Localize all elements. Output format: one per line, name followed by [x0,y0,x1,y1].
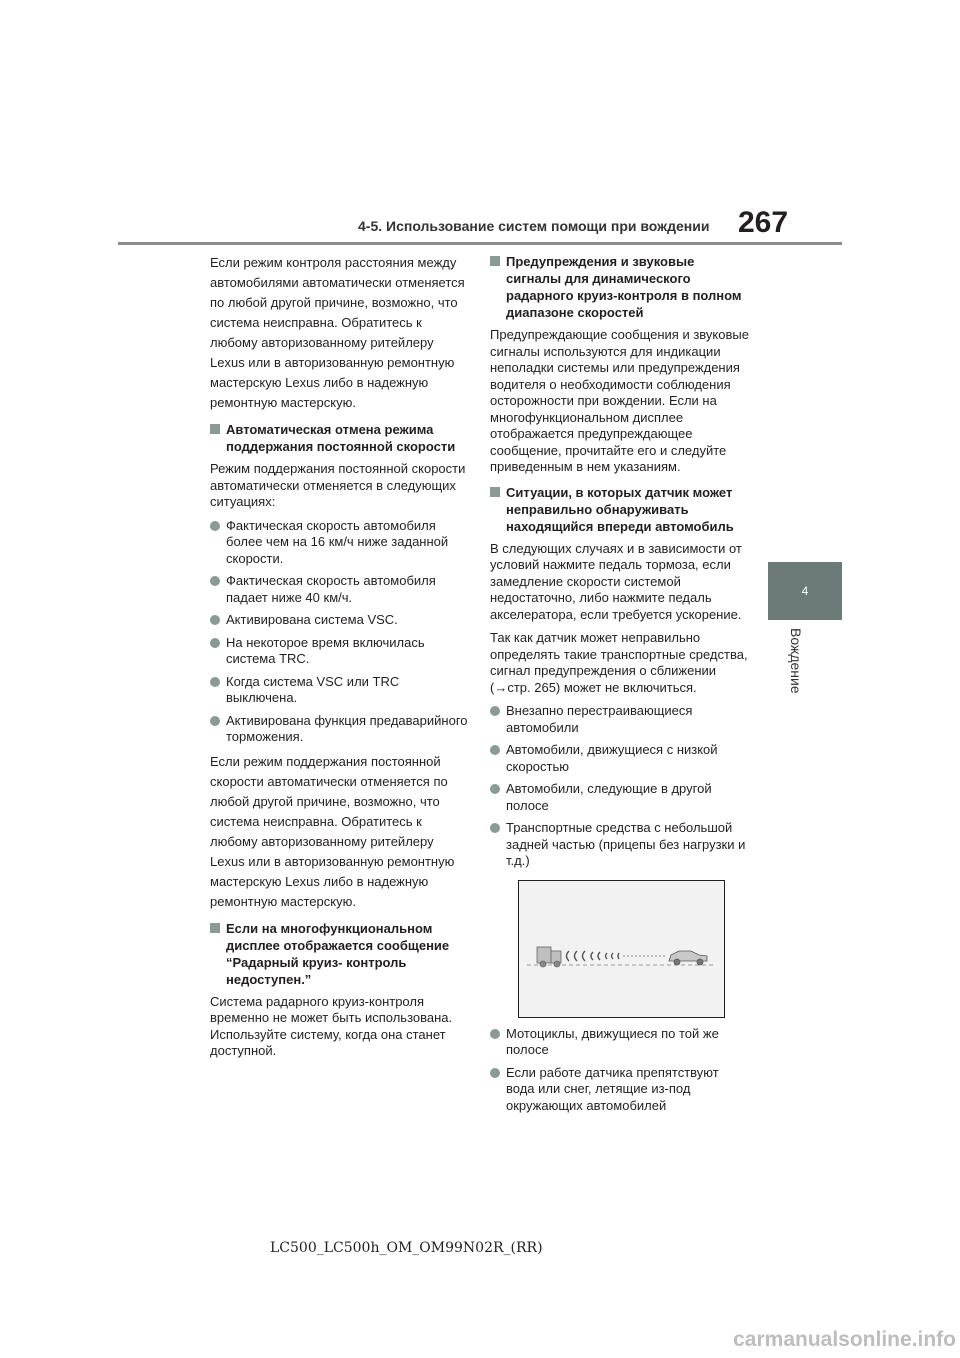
circle-bullet-icon [210,677,220,687]
intro-paragraph [210,253,472,413]
chapter-number: 4 [801,584,809,598]
header-divider [118,242,842,245]
circle-bullet-icon [490,784,500,794]
list-item [210,612,472,629]
square-bullet-icon [490,256,500,266]
list-item-text: Активирована функция предаварийного торможения. [226,712,468,744]
section-header-title: 4-5. Использование систем помощи при вождении [358,218,710,234]
list-item-text: Транспортные средства с небольшой задней частью (прицепы без нагрузки и т.д.) [506,820,746,868]
circle-bullet-icon [210,576,220,586]
square-bullet-icon [490,487,500,497]
radar-waves-icon [567,951,620,961]
chapter-tab [768,562,842,620]
intro-line: система неисправна. Обратитесь к [210,315,422,330]
list-item-text: Автомобили, следующие в другой полосе [506,781,712,813]
list-item-text: Внезапно перестраивающиеся автомобили [506,703,693,735]
list-item [490,820,750,870]
list-item [210,518,472,568]
left-column [210,253,472,1067]
circle-bullet-icon [490,1068,500,1078]
section-text: Так как датчик может неправильно определять такие транспортные средства, сигнал предупреждения о сближении (→стр. 265) может не включиться. [490,630,748,695]
closing-line: мастерскую Lexus либо в надежную [210,873,429,889]
list-item-text: На некоторое время включилась система TRC. [226,634,425,666]
list-item [490,1065,750,1115]
section-text: Предупреждающие сообщения и звуковые сигналы используются для индикации неполадки системы или предупреждения водителя о необходимости соблюдения осторожности при вождении. Если на многофункциональном дисплее отображается предупреждающее сообщение, прочитайте его и следуйте приведенным в нем указаниям. [490,327,749,474]
truck-icon [537,947,561,967]
intro-line: любому авторизованному ритейлеру [210,335,434,350]
circle-bullet-icon [210,716,220,726]
section-heading-text: Автоматическая отмена режима поддержания постоянной скорости [226,422,456,454]
section-heading-text: Ситуации, в которых датчик может неправильно обнаруживать находящийся впереди автомобиль [506,484,734,534]
intro-line: по любой другой причине, возможно, что [210,295,458,310]
right-column [490,253,750,1120]
section-heading [490,484,750,535]
circle-bullet-icon [210,615,220,625]
circle-bullet-icon [490,745,500,755]
section-text: Система радарного круиз-контроля временно не может быть использована. Используйте систему, когда она станет доступной. [210,993,453,1058]
list-item-text: Фактическая скорость автомобиля падает ниже 40 км/ч. [226,573,436,605]
intro-line: Lexus или в авторизованную ремонтную [210,355,455,370]
list-item-text: Мотоциклы, движущиеся по той же полосе [506,1025,719,1057]
radar-truck-car-illustration [519,881,724,1017]
list-item-text: Активирована система VSC. [226,612,398,627]
list-item-text: Фактическая скорость автомобиля более чем на 16 км/ч ниже заданной скорости. [226,517,449,566]
intro-line: автомобилями автоматически отменяется [210,275,465,290]
list-item-text: Когда система VSC или TRC выключена. [226,673,400,705]
list-item [490,742,750,775]
section-heading [210,421,472,455]
list-item [210,713,472,746]
closing-line: система неисправна. Обратитесь к [210,813,422,829]
list-item [490,703,750,736]
circle-bullet-icon [490,1029,500,1039]
watermark: carmanualsonline.info [733,1328,956,1351]
list-item [210,635,472,668]
page-number: 267 [738,206,789,239]
chapter-label: Вождение [788,628,804,694]
circle-bullet-icon [210,638,220,648]
closing-paragraph [210,752,472,912]
closing-line: ремонтную мастерскую. [210,893,356,909]
list-item [490,1026,750,1059]
closing-line: любому авторизованному ритейлеру [210,833,434,849]
circle-bullet-icon [490,823,500,833]
list-item [210,573,472,606]
intro-line: мастерскую Lexus либо в надежную [210,375,429,390]
section-heading [210,920,472,988]
car-icon [669,951,707,965]
document-code: LC500_LC500h_OM_OM99N02R_(RR) [270,1240,543,1256]
closing-line: скорости автоматически отменяется по [210,773,448,789]
section-heading [490,253,750,321]
closing-line: любой другой причине, возможно, что [210,793,440,809]
section-text: В следующих случаях и в зависимости от условий нажмите педаль тормоза, если замедление скорости системой недостаточно, либо нажмите педаль акселератора, если требуется ускорение. [490,540,742,622]
circle-bullet-icon [490,706,500,716]
section-text: Режим поддержания постоянной скорости автоматически отменяется в следующих ситуациях: [210,461,466,509]
list-item [210,674,472,707]
section-heading-text: Предупреждения и звуковые сигналы для динамического радарного круиз-контроля в полном диапазоне скоростей [506,254,742,320]
intro-line: ремонтную мастерскую. [210,395,356,410]
closing-line: Если режим поддержания постоянной [210,753,441,769]
list-item [490,781,750,814]
intro-line: Если режим контроля расстояния между [210,255,457,270]
square-bullet-icon [210,424,220,434]
list-item-text: Автомобили, движущиеся с низкой скоростью [506,742,718,774]
circle-bullet-icon [210,521,220,531]
list-item-text: Если работе датчика препятствуют вода или снег, летящие из-под окружающих автомобилей [506,1064,719,1113]
section-heading-text: Если на многофункциональном дисплее отображается сообщение “Радарный круиз- контроль недоступен.” [226,920,450,987]
closing-line: Lexus или в авторизованную ремонтную [210,853,455,869]
radar-illustration [518,880,725,1018]
square-bullet-icon [210,923,220,933]
